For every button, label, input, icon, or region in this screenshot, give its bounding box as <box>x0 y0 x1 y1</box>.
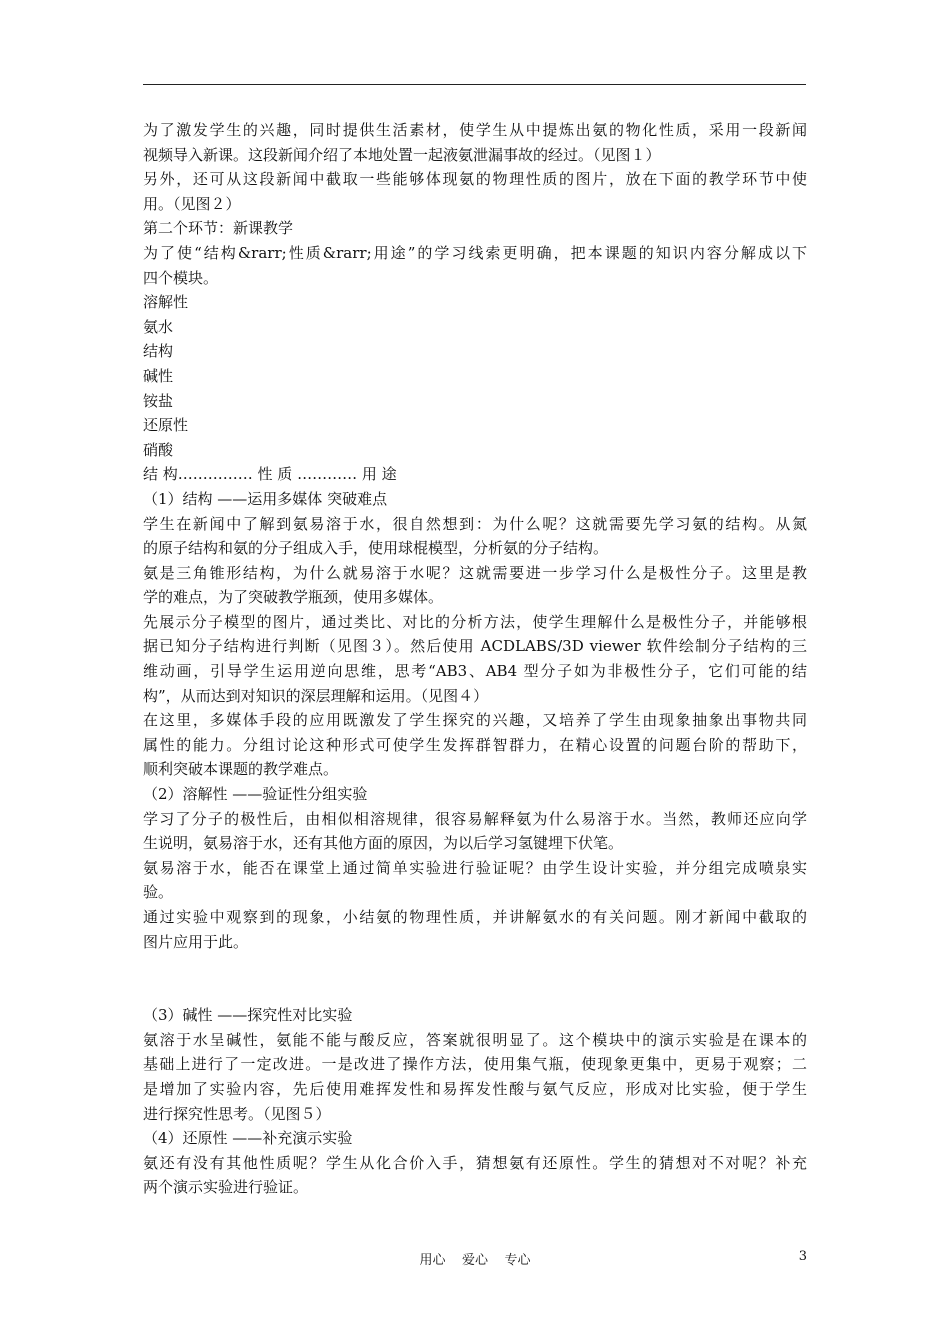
text-line: 氨还有没有其他性质呢？学生从化合价入手，猜想氨有还原性。学生的猜想对不对呢？补充 <box>143 1153 807 1172</box>
text-line: 碱性 <box>143 366 174 385</box>
text-line: 的原子结构和氨的分子组成入手，使用球棍模型，分析氨的分子结构。 <box>143 539 609 558</box>
text-line: 两个演示实验进行验证。 <box>143 1178 309 1197</box>
text-line: （4）还原性 ——补充演示实验 <box>143 1129 353 1148</box>
text-line: 四个模块。 <box>143 268 219 287</box>
document-body <box>143 118 807 1200</box>
text-line: 先展示分子模型的图片，通过类比、对比的分析方法，使学生理解什么是极性分子，并能够根 <box>143 612 807 631</box>
text-line: 是增加了实验内容，先后使用难挥发性和易挥发性酸与氨气反应，形成对比实验，便于学生 <box>143 1079 807 1098</box>
text-line: 顺利突破本课题的教学难点。 <box>143 760 339 779</box>
text-line: 还原性 <box>143 416 189 435</box>
text-line: 溶解性 <box>143 293 189 312</box>
text-line: 在这里，多媒体手段的应用既激发了学生探究的兴趣，又培养了学生由现象抽象出事物共同 <box>143 711 807 730</box>
text-line: 构”，从而达到对知识的深层理解和运用。（见图４） <box>143 686 489 705</box>
text-line: 为了激发学生的兴趣，同时提供生活素材，使学生从中提炼出氨的物化性质，采用一段新闻 <box>143 121 807 139</box>
text-line: 属性的能力。分组讨论这种形式可使学生发挥群智群力，在精心设置的问题台阶的帮助下， <box>143 735 807 754</box>
text-line: 据已知分子结构进行判断（见图３）。然后使用 ACDLABS/3D viewer 软件绘制分子结构的三 <box>143 637 807 656</box>
text-line: （3）碱性 ——探究性对比实验 <box>143 1006 353 1025</box>
text-line: 视频导入新课。这段新闻介绍了本地处置一起液氨泄漏事故的经过。（见图１） <box>143 145 661 164</box>
text-line: 氨水 <box>143 317 174 336</box>
text-line: 为了使“结构&rarr;性质&rarr;用途”的学习线索更明确，把本课题的知识内容分解成以下 <box>143 243 807 262</box>
text-line: 氨易溶于水，能否在课堂上通过简单实验进行验证呢？由学生设计实验，并分组完成喷泉实 <box>143 858 807 877</box>
text-line: 验。 <box>143 883 174 902</box>
text-line: 基础上进行了一定改进。一是改进了操作方法，使用集气瓶，使现象更集中，更易于观察；二 <box>143 1055 807 1074</box>
text-line: 学习了分子的极性后，由相似相溶规律，很容易解释氨为什么易溶于水。当然，教师还应向学 <box>143 809 807 828</box>
text-line: 氨是三角锥形结构，为什么就易溶于水呢？这就需要进一步学习什么是极性分子。这里是教 <box>143 563 807 582</box>
text-line: 维动画，引导学生运用逆向思维，思考“AB3、AB4 型分子如为非极性分子，它们可能的结 <box>143 662 807 681</box>
footer-motto: 用心 爱心 专心 <box>419 1253 531 1268</box>
header-rule <box>143 84 806 85</box>
text-line: 用。（见图２） <box>143 194 241 213</box>
text-line: 第二个环节：新课教学 <box>143 219 294 238</box>
text-line: 进行探究性思考。（见图５） <box>143 1104 331 1123</box>
paragraph-gap <box>143 954 807 1003</box>
text-line: 氨溶于水呈碱性，氨能不能与酸反应，答案就很明显了。这个模块中的演示实验是在课本的 <box>143 1030 807 1049</box>
text-line: 学生在新闻中了解到氨易溶于水，很自然想到：为什么呢？这就需要先学习氨的结构。从氮 <box>143 514 807 533</box>
text-line: 结构 <box>143 342 174 361</box>
text-line: 学的难点，为了突破教学瓶颈，使用多媒体。 <box>143 588 444 607</box>
text-line: 图片应用于此。 <box>143 932 249 951</box>
text-line: 铵盐 <box>143 391 174 410</box>
text-line: （2）溶解性 ——验证性分组实验 <box>143 785 368 804</box>
text-line: 硝酸 <box>143 440 174 459</box>
text-line: 生说明，氨易溶于水，还有其他方面的原因，为以后学习氢键埋下伏笔。 <box>143 834 624 853</box>
page-number: 3 <box>798 1249 807 1264</box>
text-line: 结 构…………… 性 质 ………… 用 途 <box>143 465 397 484</box>
text-line: 通过实验中观察到的现象，小结氨的物理性质，并讲解氨水的有关问题。刚才新闻中截取的 <box>143 908 807 926</box>
text-line: （1）结构 ——运用多媒体 突破难点 <box>143 489 388 508</box>
text-line: 另外，还可从这段新闻中截取一些能够体现氨的物理性质的图片，放在下面的教学环节中使 <box>143 170 807 189</box>
